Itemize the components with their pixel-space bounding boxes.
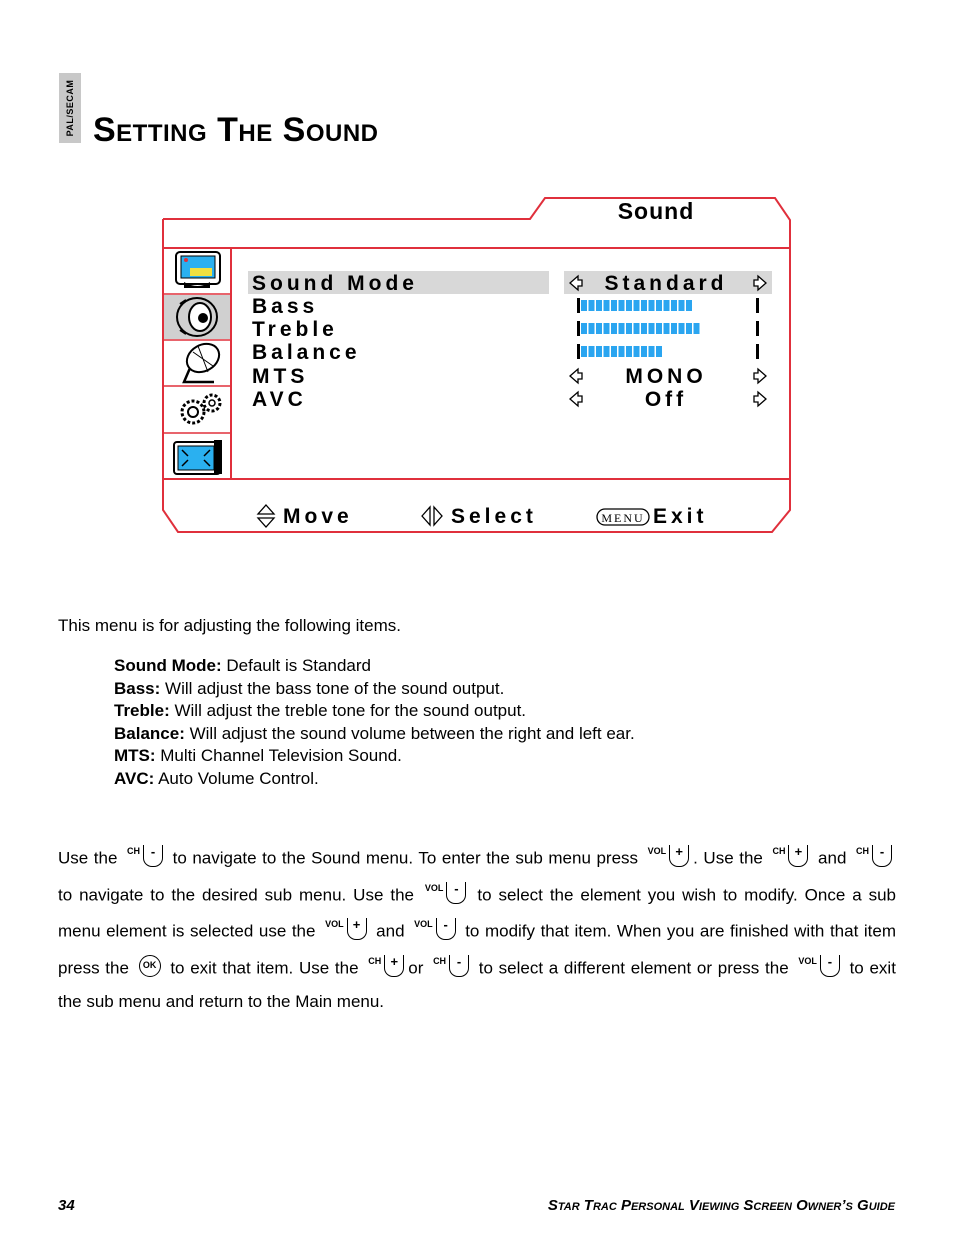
menu-labels[interactable] (252, 272, 418, 411)
screen-icon (174, 440, 222, 474)
mts-value: MONO (625, 365, 707, 388)
menu-item-mts[interactable]: MTS (252, 365, 309, 388)
list-item: Sound Mode: Default is Standard (114, 656, 371, 675)
ch-plus-button-icon: $^{CH}$ + (772, 835, 808, 872)
guide-title: Star Trac Personal Viewing Screen Owner’s Guide (547, 1197, 895, 1214)
osd-tab-title: Sound (617, 198, 695, 224)
move-hint (258, 505, 353, 528)
vol-minus-button-icon: $^{VOL}$ - (798, 945, 840, 982)
treble-level-bar[interactable] (577, 321, 759, 336)
gears-icon (182, 395, 220, 423)
vol-minus-button-icon: $^{VOL}$ - (425, 872, 467, 909)
avc-value: Off (644, 388, 688, 411)
balance-level-bar[interactable] (577, 344, 759, 359)
list-item: AVC: Auto Volume Control. (114, 768, 319, 788)
instructions: Use the $^{CH}$ - to navigate to the Sound menu. To enter the sub menu press $^{VOL}$ + . Use the $^{CH}$ + and $^{CH}$ - to navigate to the desired sub menu. Use the $^{VOL}$ - to select the element you wish to modify. Once a sub menu element is selected use the $^{VOL}$ + and $^{VOL}$ - to modify that item. When you are finished with that item press the OK to exit that item. Use the $^{CH}$ + or $^{CH}$ - to select a different element or press the $^{VOL}$ - to exit the sub menu and return to the Main menu. (58, 838, 896, 1018)
bass-level-bar[interactable] (577, 298, 759, 313)
sound-mode-value: Standard (604, 272, 728, 295)
vol-plus-button-icon: $^{VOL}$ + (648, 835, 690, 872)
menu-item-bass[interactable]: Bass (252, 295, 319, 318)
exit-label: Exit (653, 505, 708, 528)
list-item: Bass: Will adjust the bass tone of the sound output. (114, 678, 505, 698)
ch-minus-button-icon: $^{CH}$ - (856, 835, 892, 872)
ch-minus-button-icon: $^{CH}$ - (127, 835, 163, 872)
ch-minus-button-icon: $^{CH}$ - (433, 945, 469, 982)
level-bars[interactable] (577, 298, 759, 359)
list-item: Balance: Will adjust the sound volume between the right and left ear. (114, 723, 635, 743)
satellite-icon (182, 338, 224, 382)
menu-key-label: MENU (601, 511, 645, 525)
move-label: Move (283, 505, 353, 528)
ok-button-icon: OK (139, 949, 161, 982)
select-label: Select (451, 505, 537, 528)
menu-item-balance[interactable]: Balance (252, 341, 361, 364)
list-item: MTS: Multi Channel Television Sound. (114, 746, 402, 766)
page-title: Setting The Sound (93, 111, 379, 149)
picture-icon (176, 252, 220, 288)
select-hint (422, 505, 537, 528)
intro-text: This menu is for adjusting the following items. (58, 616, 401, 635)
page-number: 34 (58, 1197, 75, 1214)
menu-item-avc[interactable]: AVC (252, 388, 307, 411)
vol-plus-button-icon: $^{VOL}$ + (325, 908, 367, 945)
vol-minus-button-icon: $^{VOL}$ - (414, 908, 456, 945)
menu-item-treble[interactable]: Treble (252, 318, 338, 341)
exit-hint (597, 505, 708, 528)
section-tab-label: PAL/SECAM (65, 79, 75, 137)
list-item: Treble: Will adjust the treble tone for the sound output. (114, 701, 527, 721)
sound-menu-osd (0, 0, 954, 560)
item-list (114, 655, 635, 791)
ch-plus-button-icon: $^{CH}$ + (368, 945, 404, 982)
menu-item-sound-mode[interactable]: Sound Mode (252, 272, 418, 295)
